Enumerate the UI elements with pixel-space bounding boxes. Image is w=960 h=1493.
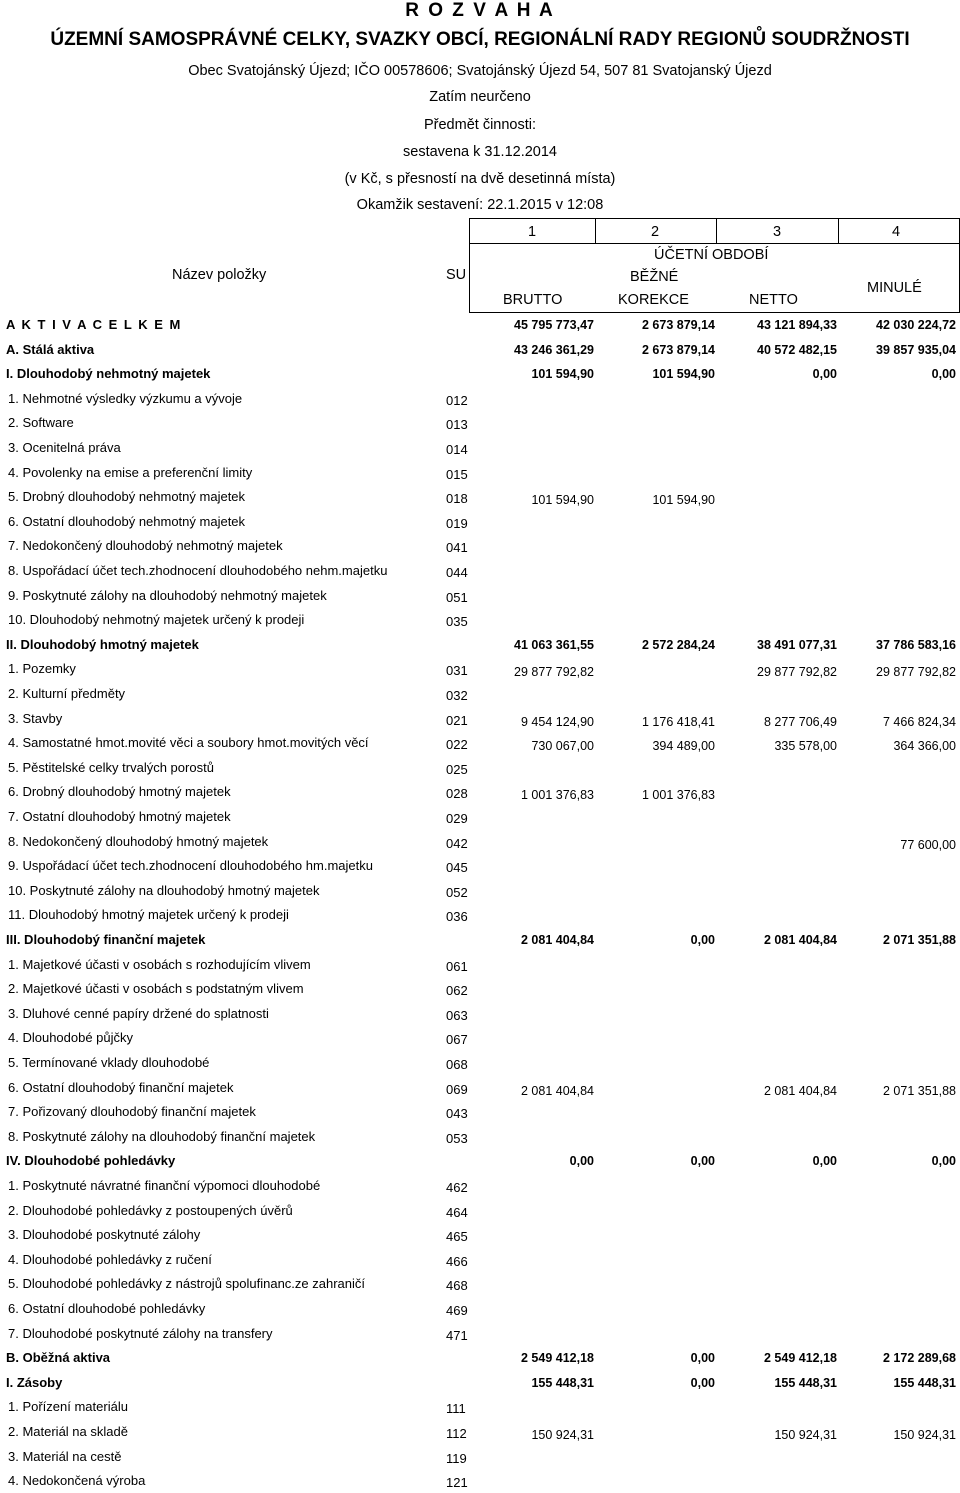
korekce-value: 1 001 376,83	[642, 788, 715, 803]
table-row	[0, 584, 960, 608]
row-label: 1. Pozemky	[8, 661, 76, 677]
netto-value: 155 448,31	[774, 1375, 837, 1390]
table-row	[0, 485, 960, 509]
row-label: 7. Pořizovaný dlouhodobý finanční majetek	[8, 1104, 256, 1120]
korekce-value: 2 673 879,14	[642, 342, 715, 357]
korekce-value: 1 176 418,41	[642, 714, 715, 729]
row-su-code: 042	[446, 835, 468, 851]
netto-value: 2 549 412,18	[764, 1351, 837, 1366]
header-line-undetermined: Zatím neurčeno	[429, 89, 531, 105]
brutto-value: 1 001 376,83	[521, 788, 594, 803]
netto-value: 29 877 792,82	[757, 665, 837, 680]
row-su-code: 051	[446, 589, 468, 605]
row-label: 1. Nehmotné výsledky výzkumu a vývoje	[8, 390, 243, 406]
netto-value: 8 277 706,49	[764, 714, 837, 729]
row-su-code: 468	[446, 1278, 468, 1294]
row-su-code: 021	[446, 712, 468, 728]
table-row	[0, 682, 960, 706]
row-label: IV. Dlouhodobé pohledávky	[6, 1153, 176, 1169]
row-su-code: 062	[446, 983, 468, 999]
header-rule	[716, 218, 717, 243]
row-label: 7. Dlouhodobé poskytnuté zálohy na transfery	[8, 1325, 273, 1341]
korekce-header: KOREKCE	[618, 292, 689, 308]
table-row	[0, 953, 960, 977]
table-row	[0, 534, 960, 558]
row-su-code: 069	[446, 1081, 468, 1097]
table-row	[0, 338, 960, 362]
row-label: 10. Poskytnuté zálohy na dlouhodobý hmotný majetek	[8, 882, 320, 898]
table-row	[0, 707, 960, 731]
brutto-value: 41 063 361,55	[514, 637, 594, 652]
netto-value: 335 578,00	[774, 739, 837, 754]
row-su-code: 032	[446, 688, 468, 703]
row-su-code: 466	[446, 1253, 468, 1269]
table-row	[0, 1002, 960, 1026]
table-row	[0, 756, 960, 780]
netto-value: 0,00	[812, 367, 837, 382]
row-label: I. Dlouhodobý nehmotný majetek	[6, 366, 211, 382]
row-su-code: 111	[446, 1401, 466, 1417]
table-row	[0, 1248, 960, 1272]
previous-value: 77 600,00	[900, 837, 956, 852]
row-label: 2. Kulturní předměty	[8, 686, 126, 701]
brutto-value: 150 924,31	[531, 1428, 594, 1442]
row-label: 11. Dlouhodobý hmotný majetek určený k prodeji	[8, 907, 289, 923]
korekce-value: 394 489,00	[652, 739, 715, 754]
row-label: 7. Nedokončený dlouhodobý nehmotný majetek	[8, 538, 283, 554]
row-su-code: 112	[446, 1426, 467, 1441]
table-row	[0, 830, 960, 854]
row-label: A. Stálá aktiva	[6, 341, 95, 357]
header-rule	[595, 218, 596, 243]
table-row	[0, 387, 960, 411]
table-row	[0, 1149, 960, 1173]
row-label: 4. Dlouhodobé pohledávky z ručení	[8, 1251, 212, 1267]
brutto-value: 730 067,00	[531, 739, 594, 754]
row-su-code: 041	[446, 540, 468, 556]
row-label: 1. Pořízení materiálu	[8, 1399, 128, 1415]
row-su-code: 044	[446, 565, 468, 580]
table-row	[0, 1100, 960, 1124]
table-row	[0, 1272, 960, 1296]
table-row	[0, 362, 960, 386]
row-su-code: 031	[446, 663, 468, 679]
row-su-code: 019	[446, 515, 468, 531]
row-su-code: 012	[446, 392, 468, 408]
entity-info: Obec Svatojánský Újezd; IČO 00578606; Svatojánský Újezd 54, 507 81 Svatojanský Újezd	[188, 63, 772, 79]
row-label: III. Dlouhodobý finanční majetek	[6, 932, 206, 947]
table-row	[0, 657, 960, 681]
row-su-code: 022	[446, 737, 468, 753]
report-subtitle: ÚZEMNÍ SAMOSPRÁVNÉ CELKY, SVAZKY OBCÍ, REGIONÁLNÍ RADY REGIONŮ SOUDRŽNOSTI	[50, 29, 910, 50]
table-row	[0, 903, 960, 927]
table-row	[0, 510, 960, 534]
korekce-value: 101 594,90	[652, 367, 715, 382]
row-su-code: 045	[446, 860, 468, 876]
row-su-code: 067	[446, 1032, 468, 1048]
table-row	[0, 1395, 960, 1419]
row-su-code: 015	[446, 466, 468, 482]
item-name-header: Název položky	[172, 267, 267, 283]
row-label: B. Oběžná aktiva	[6, 1350, 111, 1366]
header-rule	[838, 218, 839, 243]
table-row	[0, 1322, 960, 1346]
brutto-header: BRUTTO	[503, 292, 563, 308]
table-row	[0, 854, 960, 878]
brutto-value: 45 795 773,47	[514, 318, 594, 332]
table-row	[0, 879, 960, 903]
korekce-value: 0,00	[690, 1154, 715, 1169]
row-label: 3. Dlouhodobé poskytnuté zálohy	[8, 1227, 201, 1243]
table-row	[0, 1076, 960, 1100]
table-row	[0, 780, 960, 804]
table-row	[0, 1174, 960, 1198]
row-su-code: 063	[446, 1007, 468, 1023]
previous-value: 7 466 824,34	[883, 714, 956, 729]
brutto-value: 2 549 412,18	[521, 1351, 594, 1366]
row-label: 4. Nedokončená výroba	[8, 1473, 146, 1489]
previous-value: 155 448,31	[893, 1375, 956, 1390]
table-row	[0, 1469, 960, 1493]
column-number-4: 4	[892, 224, 901, 240]
table-row	[0, 1420, 960, 1444]
row-su-code: 462	[446, 1180, 468, 1195]
table-row	[0, 313, 960, 337]
row-su-code: 043	[446, 1106, 468, 1122]
row-label: 8. Nedokončený dlouhodobý hmotný majetek	[8, 833, 269, 849]
row-label: 6. Ostatní dlouhodobý finanční majetek	[8, 1079, 234, 1095]
row-label: 2. Materiál na skladě	[8, 1424, 128, 1439]
netto-value: 40 572 482,15	[757, 342, 837, 357]
row-su-code: 061	[446, 958, 468, 974]
table-row	[0, 928, 960, 952]
row-label: 6. Drobný dlouhodobý hmotný majetek	[8, 784, 231, 800]
row-label: 3. Dluhové cenné papíry držené do splatnosti	[8, 1005, 269, 1021]
row-label: A K T I V A C E L K E M	[6, 317, 182, 332]
brutto-value: 101 594,90	[531, 367, 594, 382]
previous-value: 150 924,31	[893, 1428, 956, 1442]
previous-value: 0,00	[931, 367, 956, 382]
row-label: 3. Stavby	[8, 710, 63, 726]
header-line-timestamp: Okamžik sestavení: 22.1.2015 v 12:08	[356, 197, 604, 213]
report-title: R O Z V A H A	[405, 0, 555, 21]
table-row	[0, 1297, 960, 1321]
korekce-value: 2 673 879,14	[642, 318, 715, 332]
row-label: 5. Dlouhodobé pohledávky z nástrojů spolufinanc.ze zahraničí	[8, 1276, 366, 1292]
table-row	[0, 461, 960, 485]
netto-value: 43 121 894,33	[757, 318, 837, 332]
previous-value: 39 857 935,04	[876, 342, 956, 357]
column-number-2: 2	[651, 224, 660, 240]
row-label: 4. Samostatné hmot.movité věci a soubory hmot.movitých věcí	[8, 735, 369, 751]
row-su-code: 471	[446, 1327, 468, 1343]
row-su-code: 053	[446, 1130, 468, 1146]
su-header: SU	[446, 267, 467, 283]
row-su-code: 068	[446, 1057, 468, 1072]
header-line-date: sestavena k 31.12.2014	[403, 144, 557, 160]
row-su-code: 036	[446, 909, 468, 925]
korekce-value: 101 594,90	[652, 493, 715, 508]
row-label: 9. Poskytnuté zálohy na dlouhodobý nehmotný majetek	[8, 587, 327, 603]
brutto-value: 29 877 792,82	[514, 665, 594, 680]
row-su-code: 028	[446, 786, 468, 802]
previous-period-header: MINULÉ	[867, 280, 922, 296]
row-su-code: 018	[446, 491, 468, 507]
korekce-value: 0,00	[690, 1375, 715, 1390]
previous-value: 2 071 351,88	[883, 1083, 956, 1098]
table-row	[0, 411, 960, 435]
previous-value: 2 071 351,88	[883, 933, 956, 947]
row-label: 2. Dlouhodobé pohledávky z postoupených úvěrů	[8, 1202, 293, 1218]
row-su-code: 119	[446, 1450, 467, 1466]
korekce-value: 2 572 284,24	[642, 637, 715, 652]
row-label: 1. Poskytnuté návratné finanční výpomoci dlouhodobé	[8, 1178, 321, 1193]
row-su-code: 025	[446, 761, 468, 777]
row-label: 6. Ostatní dlouhodobé pohledávky	[8, 1301, 206, 1316]
brutto-value: 9 454 124,90	[521, 714, 594, 729]
table-row	[0, 1051, 960, 1075]
netto-value: 2 081 404,84	[764, 933, 837, 947]
row-label: 5. Pěstitelské celky trvalých porostů	[8, 759, 214, 775]
brutto-value: 2 081 404,84	[521, 933, 594, 947]
row-label: 7. Ostatní dlouhodobý hmotný majetek	[8, 809, 231, 824]
row-label: 3. Materiál na cestě	[8, 1448, 122, 1464]
row-label: 2. Software	[8, 415, 74, 431]
brutto-value: 0,00	[569, 1154, 594, 1169]
header-rule	[469, 243, 960, 244]
korekce-value: 0,00	[690, 1351, 715, 1366]
row-label: 8. Uspořádací účet tech.zhodnocení dlouhodobého nehm.majetku	[8, 563, 388, 578]
table-row	[0, 805, 960, 829]
row-label: 5. Termínované vklady dlouhodobé	[8, 1055, 210, 1070]
table-row	[0, 633, 960, 657]
previous-value: 0,00	[931, 1154, 956, 1169]
table-row	[0, 1026, 960, 1050]
row-su-code: 035	[446, 614, 468, 630]
row-label: I. Zásoby	[6, 1374, 63, 1390]
table-row	[0, 1125, 960, 1149]
netto-value: 2 081 404,84	[764, 1083, 837, 1098]
accounting-period-header: ÚČETNÍ OBDOBÍ	[654, 247, 769, 263]
netto-header: NETTO	[749, 292, 798, 308]
row-label: 10. Dlouhodobý nehmotný majetek určený k prodeji	[8, 612, 305, 628]
table-row	[0, 559, 960, 583]
row-label: 2. Majetkové účasti v osobách s podstatným vlivem	[8, 981, 304, 997]
row-su-code: 465	[446, 1229, 468, 1245]
previous-value: 2 172 289,68	[883, 1351, 956, 1366]
row-su-code: 469	[446, 1303, 468, 1318]
row-label: 4. Dlouhodobé půjčky	[8, 1030, 134, 1046]
header-line-units: (v Kč, s přesností na dvě desetinná místa)	[344, 171, 616, 187]
row-su-code: 464	[446, 1204, 468, 1220]
row-su-code: 121	[446, 1475, 468, 1491]
column-number-3: 3	[773, 224, 782, 240]
table-row	[0, 1199, 960, 1223]
table-row	[0, 436, 960, 460]
row-su-code: 052	[446, 884, 468, 900]
brutto-value: 155 448,31	[531, 1375, 594, 1390]
row-su-code: 013	[446, 417, 468, 433]
brutto-value: 43 246 361,29	[514, 342, 594, 357]
korekce-value: 0,00	[690, 933, 715, 947]
header-line-activity: Předmět činnosti:	[423, 117, 537, 133]
row-label: II. Dlouhodobý hmotný majetek	[6, 636, 199, 652]
column-number-1: 1	[528, 224, 537, 240]
header-rule	[469, 218, 960, 219]
netto-value: 150 924,31	[774, 1428, 837, 1442]
brutto-value: 101 594,90	[531, 493, 594, 508]
current-period-header: BĚŽNÉ	[630, 269, 679, 285]
previous-value: 42 030 224,72	[876, 318, 956, 332]
table-row	[0, 1223, 960, 1247]
netto-value: 38 491 077,31	[757, 637, 837, 652]
row-label: 4. Povolenky na emise a preferenční limity	[8, 464, 253, 480]
brutto-value: 2 081 404,84	[521, 1083, 594, 1098]
row-su-code: 014	[446, 442, 468, 457]
netto-value: 0,00	[812, 1154, 837, 1169]
row-label: 6. Ostatní dlouhodobý nehmotný majetek	[8, 513, 246, 529]
table-row	[0, 977, 960, 1001]
row-label: 9. Uspořádací účet tech.zhodnocení dlouhodobého hm.majetku	[8, 858, 373, 874]
table-row	[0, 1371, 960, 1395]
row-label: 5. Drobný dlouhodobý nehmotný majetek	[8, 489, 246, 505]
header-rule	[469, 218, 470, 313]
row-label: 3. Ocenitelná práva	[8, 440, 121, 455]
table-row	[0, 1346, 960, 1370]
row-su-code: 029	[446, 811, 468, 826]
table-row	[0, 608, 960, 632]
row-label: 1. Majetkové účasti v osobách s rozhodujícím vlivem	[8, 956, 311, 972]
table-row	[0, 731, 960, 755]
previous-value: 29 877 792,82	[876, 665, 956, 680]
row-label: 8. Poskytnuté zálohy na dlouhodobý finanční majetek	[8, 1128, 316, 1144]
previous-value: 364 366,00	[893, 739, 956, 754]
previous-value: 37 786 583,16	[876, 637, 956, 652]
table-row	[0, 1445, 960, 1469]
